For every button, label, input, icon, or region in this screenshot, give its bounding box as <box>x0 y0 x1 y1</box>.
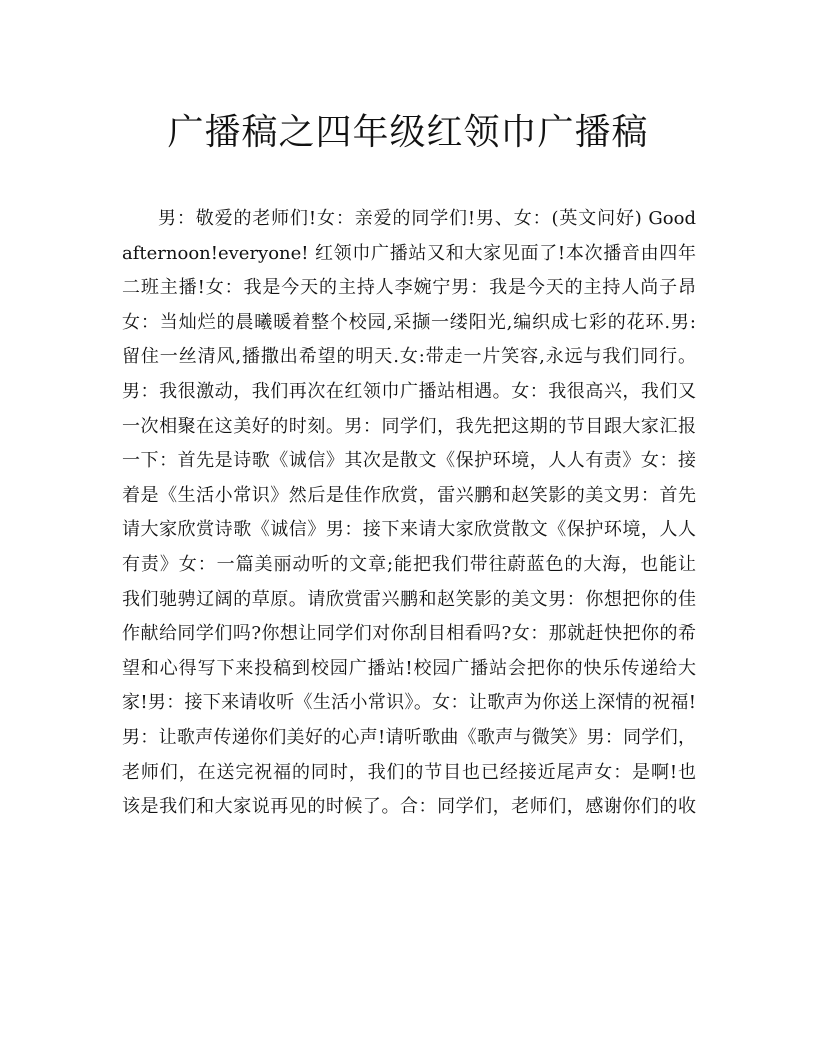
body-line: 一下：首先是诗歌《诚信》其次是散文《保护环境，人人有责》女：接 <box>122 450 696 472</box>
body-line: 着是《生活小常识》然后是佳作欣赏，雷兴鹏和赵笑影的美文男：首先 <box>122 484 696 506</box>
body-line: 女：当灿烂的晨曦暖着整个校园,采撷一缕阳光,编织成七彩的花环.男: <box>122 311 696 333</box>
body-line: 男：让歌声传递你们美好的心声!请听歌曲《歌声与微笑》男：同学们， <box>122 726 696 748</box>
body-line: 家!男：接下来请收听《生活小常识》。女：让歌声为你送上深情的祝福! <box>122 692 696 714</box>
document-body <box>122 202 696 825</box>
document-title: 广播稿之四年级红领巾广播稿 <box>167 112 649 153</box>
body-line: 老师们，在送完祝福的同时，我们的节目也已经接近尾声女：是啊!也 <box>122 761 696 783</box>
body-line: 一次相聚在这美好的时刻。男：同学们，我先把这期的节目跟大家汇报 <box>122 415 696 437</box>
body-line: 男：我很激动，我们再次在红领巾广播站相遇。女：我很高兴，我们又 <box>122 380 696 402</box>
body-line: 请大家欣赏诗歌《诚信》男：接下来请大家欣赏散文《保护环境，人人 <box>122 519 696 541</box>
body-line: 该是我们和大家说再见的时候了。合：同学们，老师们，感谢你们的收 <box>122 796 696 818</box>
body-line: 作献给同学们吗?你想让同学们对你刮目相看吗?女：那就赶快把你的希 <box>122 623 696 645</box>
body-line: afternoon!everyone! 红领巾广播站又和大家见面了!本次播音由四年 <box>122 242 696 264</box>
body-line: 望和心得写下来投稿到校园广播站!校园广播站会把你的快乐传递给大 <box>122 657 696 679</box>
body-line: 男：敬爱的老师们!女：亲爱的同学们!男、女：(英文问好) Good <box>158 208 696 229</box>
body-line: 我们驰骋辽阔的草原。请欣赏雷兴鹏和赵笑影的美文男：你想把你的佳 <box>122 588 696 610</box>
body-line: 留住一丝清风,播撒出希望的明天.女:带走一片笑容,永远与我们同行。 <box>122 346 696 368</box>
body-line: 有责》女：一篇美丽动听的文章;能把我们带往蔚蓝色的大海，也能让 <box>122 553 696 575</box>
body-line: 二班主播!女：我是今天的主持人李婉宁男：我是今天的主持人尚子昂 <box>122 277 696 299</box>
